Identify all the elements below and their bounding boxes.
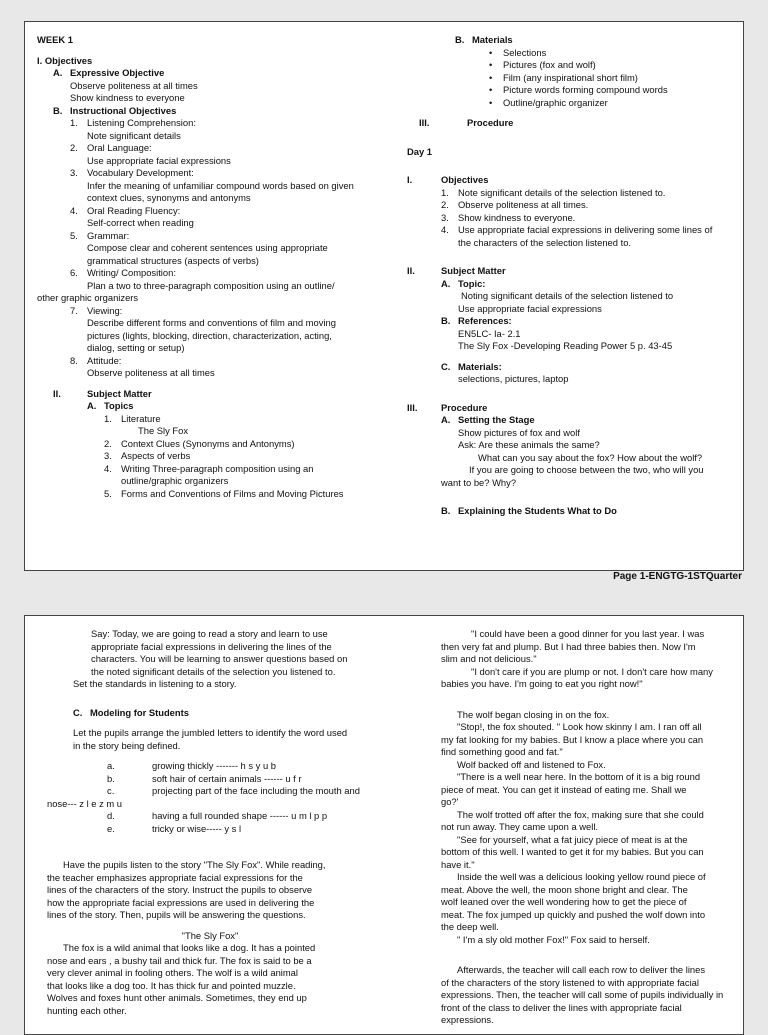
story-line: nose and ears , a bushy tail and thick fur. The fox is said to be a: [47, 954, 312, 966]
expressive-objective-heading: Expressive Objective: [70, 67, 165, 78]
text-line: Ask: Are these animals the same?: [458, 439, 600, 450]
jumble-text: growing thickly ------- h s y u b: [152, 760, 276, 771]
section-number: II.: [407, 265, 415, 276]
item-number: 5.: [70, 229, 78, 241]
objective-item: [407, 212, 737, 225]
item-description: other graphic organizers: [37, 292, 139, 303]
list-item: [37, 167, 377, 180]
subject-matter-heading: Subject Matter: [87, 387, 152, 399]
list-letter: B.: [441, 505, 451, 516]
item-letter: b.: [107, 772, 115, 784]
item-number: 2.: [441, 199, 449, 210]
text-line: Use appropriate facial expressions: [458, 302, 602, 314]
item-description: grammatical structures (aspects of verbs): [87, 254, 259, 266]
item-description: Note significant details: [87, 129, 181, 141]
jumble-text: soft hair of certain animals ------ u f r: [152, 772, 302, 784]
jumble-item: [47, 823, 373, 836]
topic-label: Literature: [121, 412, 161, 424]
day-objectives-list: [407, 187, 737, 250]
objective-text: Use appropriate facial expressions in delivering some lines of: [458, 224, 713, 235]
item-number: 8.: [70, 354, 78, 366]
item-label: Attitude:: [87, 354, 122, 366]
list-item: [37, 117, 377, 130]
topic-item: [37, 488, 377, 501]
instructional-objectives-list: [37, 117, 377, 380]
item-number: 1.: [104, 412, 112, 424]
section-number: I.: [407, 174, 413, 185]
objective-item: [407, 224, 737, 237]
item-description: Compose clear and coherent sentences using appropriate: [87, 242, 328, 253]
list-letter: A.: [87, 400, 97, 411]
item-number: 7.: [70, 304, 78, 316]
list-item: [37, 305, 377, 318]
list-letter: C.: [441, 360, 451, 372]
section-number: III.: [407, 401, 418, 413]
text-line: Say: Today, we are going to read a story and learn to use: [91, 628, 328, 639]
list-item: [37, 142, 377, 155]
text-line: selections, pictures, laptop: [458, 373, 569, 384]
text-line: Noting significant details of the selection listened to: [461, 290, 674, 301]
story-line: bottom of this well. I wanted to get it for my babies. But you can: [441, 846, 704, 857]
day-heading: Day 1: [407, 145, 433, 157]
item-description: Use appropriate facial expressions: [87, 154, 231, 166]
objective-text: Note significant details of the selection listened to.: [458, 186, 666, 198]
jumble-item: [47, 760, 373, 773]
text-line: the teacher emphasizes appropriate facial expressions for the: [47, 871, 303, 883]
story-continued: [441, 628, 741, 1027]
story-line: Inside the well was a delicious looking yellow round piece of: [457, 871, 706, 882]
story-line: then very fat and plump. But I had three babies then. Now I'm: [441, 640, 696, 652]
topic-label: Writing Three-paragraph composition using an: [121, 462, 314, 474]
topic-heading: Topic:: [458, 277, 486, 289]
story-line: have it.": [441, 858, 475, 870]
text-line: appropriate facial expressions in delivering the lines of the: [91, 640, 332, 652]
list-letter: B.: [441, 315, 451, 326]
item-description: Plan a two to three-paragraph composition using an outline/: [87, 279, 335, 291]
page-footer: Page 1-ENGTG-1STQuarter: [613, 571, 742, 582]
objective-item: [407, 187, 737, 200]
item-label: Listening Comprehension:: [87, 117, 196, 128]
spacer: [441, 691, 741, 709]
story-line: "Stop!, the fox shouted. " Look how skinny I am. I ran off all: [457, 721, 702, 732]
list-item: [37, 355, 377, 368]
page1-left-column: [37, 34, 377, 500]
story-line: very clever animal in fooling others. The wolf is a wild animal: [47, 967, 298, 978]
text-line: in the story being defined.: [73, 739, 181, 751]
jumble-text: nose--- z l e z m u: [47, 797, 123, 809]
item-label: Grammar:: [87, 229, 130, 241]
procedure-heading: Procedure: [467, 117, 514, 128]
item-number: 1.: [70, 117, 78, 128]
topic-sub: The Sly Fox: [138, 425, 189, 436]
topic-label: Aspects of verbs: [121, 450, 191, 461]
story-line: hunting each other.: [47, 1004, 127, 1016]
objective-text: Observe politeness at all times.: [458, 199, 589, 210]
topic-item: [37, 413, 377, 426]
text-line: lines of the characters of the story. Instruct the pupils to observe: [47, 884, 313, 895]
materials-heading: Materials: [472, 34, 513, 45]
item-letter: d.: [107, 810, 115, 821]
story-line: the deep well.: [441, 921, 499, 932]
instructional-objectives-heading: Instructional Objectives: [70, 104, 177, 116]
text-line: characters. You will be learning to answer questions based on: [91, 653, 348, 664]
jumble-text: tricky or wise----- y s l: [152, 822, 242, 834]
story-line: " I'm a sly old mother Fox!" Fox said to herself.: [457, 933, 650, 945]
story-line: Wolves and foxes hunt other animals. Sometimes, they end up: [47, 992, 307, 1003]
story-line: wolf leaned over the well wondering how to get the piece of: [441, 896, 687, 907]
story-line: The wolf trotted off after the fox, making sure that she could: [457, 808, 704, 820]
list-letter: B.: [455, 34, 465, 45]
topic-item: [37, 438, 377, 451]
item-number: 5.: [104, 487, 112, 499]
item-description: Infer the meaning of unfamiliar compound words based on given: [87, 179, 354, 191]
story-line: "There is a well near here. In the bottom of it is a big round: [457, 771, 701, 782]
item-letter: c.: [107, 785, 115, 796]
item-number: [104, 475, 121, 488]
text-line: the noted significant details of the selection you listened to.: [91, 665, 336, 677]
story-line: The fox is a wild animal that looks like a dog. It has a pointed: [63, 942, 316, 953]
list-letter: A.: [53, 67, 63, 78]
story-line: "I could have been a good dinner for you last year. I was: [471, 628, 705, 639]
objective-text: Show kindness to everyone.: [458, 211, 576, 223]
spacer: [441, 946, 741, 964]
list-letter: C.: [73, 706, 83, 718]
story-line: that looks like a dog too. It has thick fur and pointed muzzle.: [47, 979, 296, 991]
item-number: 4.: [441, 224, 449, 235]
story-line: The wolf began closing in on the fox.: [457, 708, 610, 720]
text-line: want to be? Why?: [441, 476, 517, 488]
topic-item: [37, 475, 377, 488]
material-item: • Outline/graphic organizer: [483, 97, 737, 110]
topics-list: [37, 413, 377, 501]
objective-text: the characters of the selection listened to.: [458, 236, 632, 248]
item-number: 6.: [70, 267, 78, 278]
jumble-text: projecting part of the face including the mouth and: [152, 785, 360, 796]
objective-item: [407, 199, 737, 212]
page-2: [24, 615, 744, 1035]
text-line: Set the standards in listening to a story.: [73, 678, 237, 689]
item-description: Observe politeness at all times: [87, 367, 215, 378]
item-description: Self-correct when reading: [87, 217, 194, 228]
objective-item: [407, 237, 737, 250]
story-line: slim and not delicious.": [441, 653, 537, 664]
topic-label: outline/graphic organizers: [121, 475, 229, 486]
item-number: 4.: [70, 204, 78, 216]
topic-label: Context Clues (Synonyms and Antonyms): [121, 437, 295, 449]
item-number: [441, 237, 458, 250]
story-title: "The Sly Fox": [181, 929, 239, 941]
text-line: lines of the story. Then, pupils will be answering the questions.: [47, 909, 306, 920]
item-number: 3.: [441, 211, 449, 223]
explaining-heading: Explaining the Students What to Do: [458, 505, 617, 516]
story-line: meat. Above the well, the moon shone bright and clear. The: [441, 883, 688, 895]
material-item: • Picture words forming compound words: [483, 84, 737, 97]
item-number: 4.: [104, 462, 112, 474]
text-line: EN5LC- Ia- 2.1: [458, 327, 521, 339]
text-line: If you are going to choose between the two, who will you: [469, 464, 704, 475]
story-line: go?': [441, 796, 459, 807]
text-line: What can you say about the fox? How about the wolf?: [478, 451, 703, 463]
story-line: find something good and fat.": [441, 746, 563, 757]
text-line: Show pictures of fox and wolf: [458, 426, 580, 438]
material-item: • Film (any inspirational short film): [483, 72, 737, 85]
list-letter: A.: [441, 414, 451, 425]
story-line: Afterwards, the teacher will call each row to deliver the lines: [457, 964, 706, 975]
story-line: of the characters of the story listened to with appropriate facial: [441, 976, 699, 988]
material-item: • Pictures (fox and wolf): [483, 59, 737, 72]
item-description: pictures (lights, blocking, direction, characterization, acting,: [87, 329, 332, 341]
story-line: Wolf backed off and listened to Fox.: [457, 758, 606, 770]
page1-right-column: [407, 34, 737, 518]
topics-heading: Topics: [104, 400, 134, 411]
materials-heading: Materials:: [458, 360, 502, 372]
after-story-text: [441, 964, 741, 1027]
text-line: Show kindness to everyone: [70, 92, 185, 103]
text-line: Observe politeness at all times: [70, 79, 198, 91]
item-label: Oral Language:: [87, 142, 152, 153]
item-number: 1.: [441, 186, 449, 198]
story-line: "See for yourself, what a fat juicy piece of meat is at the: [457, 833, 688, 845]
procedure-heading: Procedure: [441, 401, 488, 413]
text-line: Have the pupils listen to the story "The Sly Fox". While reading,: [63, 859, 326, 870]
page2-right-column: [441, 628, 741, 1027]
story-line: piece of meat. You can get it instead of eating me. Shall we: [441, 783, 687, 795]
jumble-text: having a full rounded shape ------ u m l p p: [152, 810, 328, 821]
modeling-heading: Modeling for Students: [90, 706, 189, 718]
section-number: III.: [419, 117, 430, 128]
story-line: my fat looking for my babies. But I know a place where you can: [441, 733, 704, 745]
text-line: how the appropriate facial expressions are used in delivering the: [47, 896, 315, 908]
jumble-item: [47, 773, 373, 786]
item-letter: a.: [107, 760, 115, 771]
list-letter: B.: [53, 104, 63, 116]
objectives-heading: Objectives: [441, 174, 489, 185]
list-letter: A.: [441, 277, 451, 289]
jumble-item: [47, 810, 373, 823]
item-label: Oral Reading Fluency:: [87, 204, 181, 216]
list-item: [37, 205, 377, 218]
item-label: Writing/ Composition:: [87, 267, 176, 278]
item-number: 2.: [104, 437, 112, 449]
setting-stage-heading: Setting the Stage: [458, 414, 535, 425]
story-line: meat. The fox jumped up quickly and pushed the wolf down into: [441, 908, 706, 920]
item-letter: e.: [107, 822, 115, 834]
item-number: 3.: [104, 450, 112, 461]
story-line: front of the class to deliver the lines with appropriate facial: [441, 1001, 682, 1013]
jumbled-words-list: [47, 760, 373, 835]
item-description: context clues, synonyms and antonyms: [87, 192, 251, 203]
topic-item: [37, 463, 377, 476]
text-line: Let the pupils arrange the jumbled letters to identify the word used: [73, 727, 348, 738]
week-title: WEEK 1: [37, 34, 73, 45]
item-description: dialog, setting or setup): [87, 342, 185, 353]
topic-item: [37, 450, 377, 463]
page-1: [24, 21, 744, 571]
item-number: 2.: [70, 142, 78, 153]
story-line: babies you have. I'm going to eat you right now!": [441, 678, 643, 689]
item-label: Vocabulary Development:: [87, 167, 194, 178]
objectives-heading: I. Objectives: [37, 54, 93, 66]
item-description: Describe different forms and conventions of film and moving: [87, 317, 336, 328]
story-line: "I don't care if you are plump or not. I don't care how many: [471, 665, 713, 677]
jumble-item: [47, 785, 373, 798]
list-item: [37, 230, 377, 243]
item-label: Viewing:: [87, 304, 123, 316]
material-item: • Selections: [483, 47, 737, 60]
item-number: 3.: [70, 167, 78, 178]
materials-list: [407, 47, 737, 110]
story-line: expressions. Then, the teacher will call some of pupils individually in: [441, 989, 724, 1000]
topic-label: Forms and Conventions of Films and Moving Pictures: [121, 487, 344, 499]
story-line: not run away. They came upon a well.: [441, 821, 599, 832]
references-heading: References:: [458, 315, 512, 326]
story-line: expressions.: [441, 1014, 494, 1025]
story-text: [47, 942, 373, 1017]
section-number: II.: [53, 387, 61, 399]
list-item: [37, 267, 377, 280]
text-line: The Sly Fox -Developing Reading Power 5 p. 43-45: [458, 340, 673, 351]
page2-left-column: [47, 628, 373, 1017]
subject-matter-heading: Subject Matter: [441, 265, 506, 276]
